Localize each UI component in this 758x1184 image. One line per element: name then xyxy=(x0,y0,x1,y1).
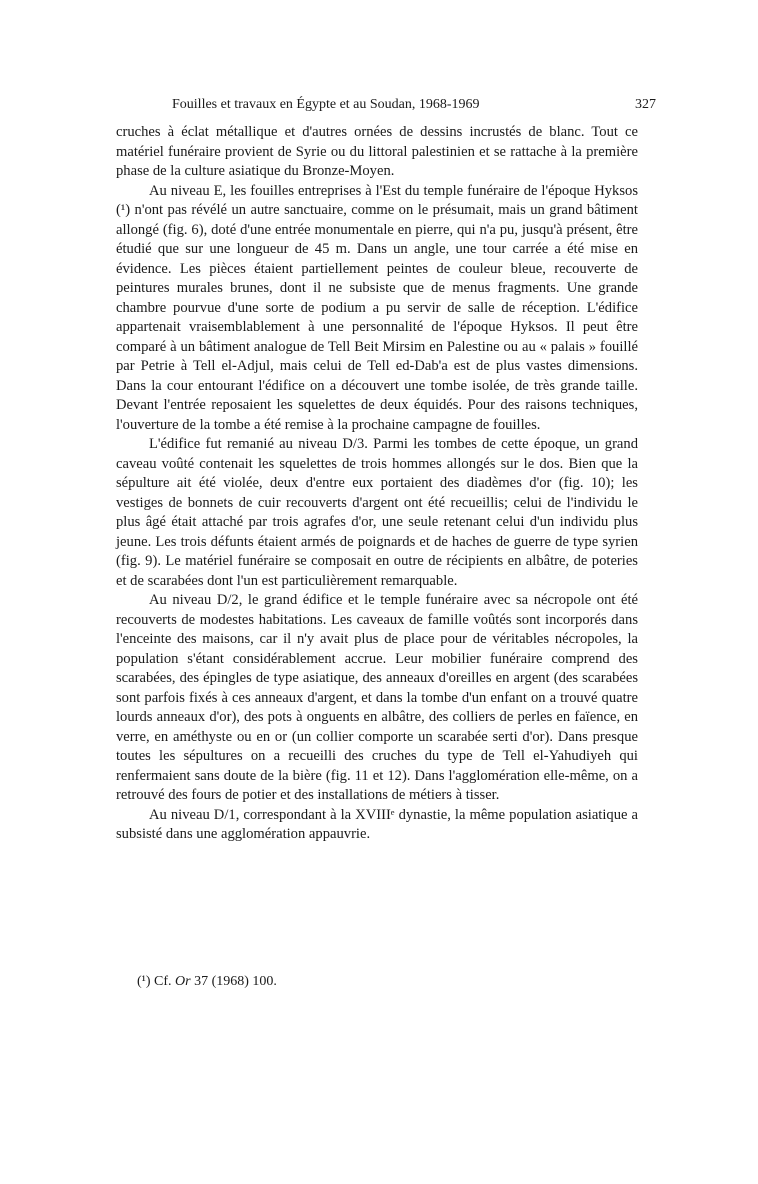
page-header xyxy=(172,95,656,115)
footnote-marker: (¹) xyxy=(137,974,151,989)
footnote-prefix: Cf. xyxy=(154,974,172,989)
paragraph-niveau-d1: Au niveau D/1, correspondant à la XVIIIᵉ dynastie, la même population asiatique a subsisté dans une agglomération appauvrie. xyxy=(116,806,638,842)
paragraph-continuation: cruches à éclat métallique et d'autres ornées de dessins incrustés de blanc. Tout ce matériel funéraire provient de Syrie ou du littoral palestinien et se rattache à la première phase de la culture asiatique du Bronze-Moyen. xyxy=(116,124,638,179)
page-number: 327 xyxy=(635,97,656,112)
paragraph-niveau-d3: L'édifice fut remanié au niveau D/3. Parmi les tombes de cette époque, un grand caveau voûté contenait les squelettes de trois hommes allongés sur le dos. Bien que la sépulture ait été violée, deux d'entre eux portaient des diadèmes d'or (fig. 10); les vestiges de bonnets de cuir recouverts d'argent ont été recueillis; celui de l'individu le plus âgé était attaché par trois agrafes d'or, une seule retenant celui d'un individu plus jeune. Les trois défunts étaient armés de poignards et de haches de guerre de type syrien (fig. 9). Le matériel funéraire se composait en outre de récipients en albâtre, de poteries et de scarabées dont l'un est particulièrement remarquable. xyxy=(116,436,638,589)
footnote-journal: Or xyxy=(175,974,191,989)
footnote-reference: 37 (1968) 100. xyxy=(194,974,277,989)
footnote xyxy=(137,972,277,992)
paragraph-niveau-e: Au niveau E, les fouilles entreprises à l'Est du temple funéraire de l'époque Hyksos (¹) n'ont pas révélé un autre sanctuaire, comme on le présumait, mais un grand bâtiment allongé (fig. 6), doté d'une entrée monumentale en pierre, qui n'a pu, jusqu'à présent, être étudié que sur une longueur de 45 m. Dans un angle, une tour carrée a été mise en évidence. Les pièces étaient partiellement peintes de couleur bleue, recouverte de peintures murales brunes, dont il ne subsiste que de menus fragments. Une grande chambre pourvue d'une sorte de podium a pu servir de salle de réception. L'édifice appartenait vraisemblablement à une personnalité de l'époque Hyksos. Il peut être comparé à un bâtiment analogue de Tell Beit Mirsim en Palestine ou au « palais » fouillé par Petrie à Tell el-Adjul, mais celui de Tell ed-Dab'a est de plus vastes dimensions. Dans la cour entourant l'édifice on a découvert une tombe isolée, de très grande taille. Devant l'entrée reposaient les squelettes de deux équidés. Pour des raisons techniques, l'ouverture de la tombe a été remise à la prochaine campagne de fouilles. xyxy=(116,182,638,433)
body-text xyxy=(116,123,638,845)
paragraph-niveau-d2: Au niveau D/2, le grand édifice et le temple funéraire avec sa nécropole ont été recouverts de modestes habitations. Les caveaux de famille voûtés sont incorporés dans l'enceinte des maisons, car il n'y avait plus de place pour de véritables nécropoles, la population s'étant considérablement accrue. Leur mobilier funéraire comprend des scarabées, des épingles de type asiatique, des anneaux d'oreilles en argent (des scarabées sont parfois fixés à ces anneaux d'argent, et dans la tombe d'un enfant on a trouvé quatre lourds anneaux d'or), des pots à onguents en albâtre, des colliers de perles en faïence, en verre, en améthyste ou en or (un collier comporte un scarabée serti d'or). Dans presque toutes les sépultures on a recueilli des cruches du type de Tell el-Yahudiyeh qui renfermaient sans doute de la bière (fig. 11 et 12). Dans l'agglomération elle-même, on a retrouvé des fours de potier et des installations de métiers à tisser. xyxy=(116,592,638,803)
running-head: Fouilles et travaux en Égypte et au Soudan, 1968-1969 xyxy=(172,97,480,112)
